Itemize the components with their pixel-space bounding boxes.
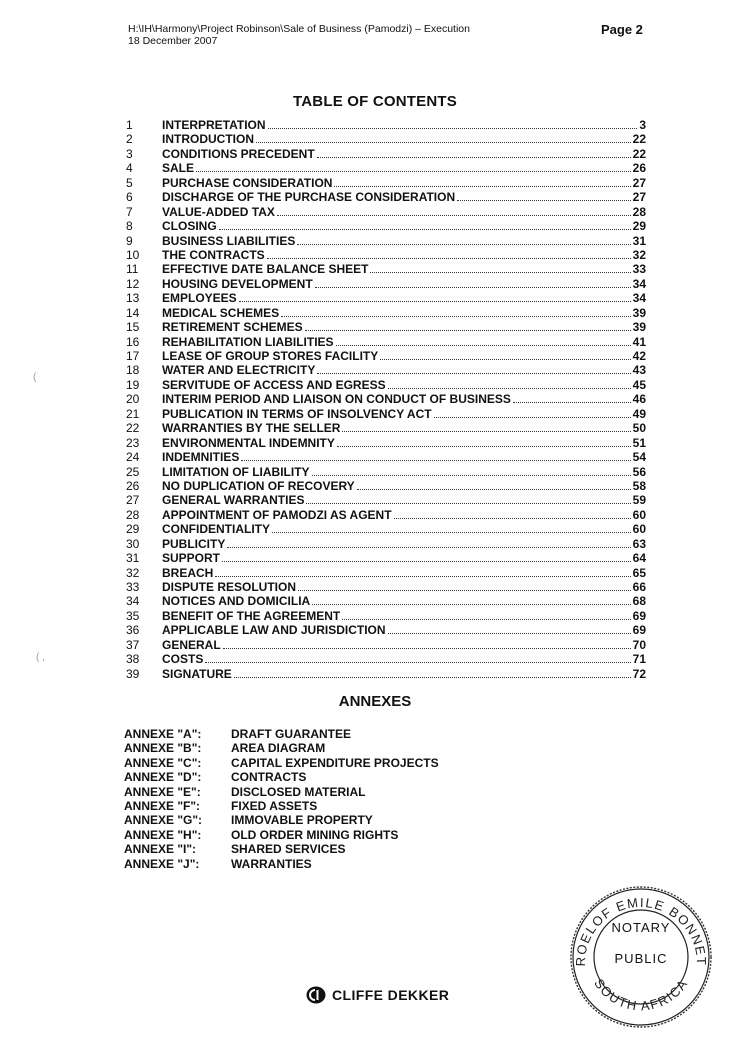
toc-entry-page: 71 bbox=[632, 652, 646, 667]
toc-entry-number: 3 bbox=[126, 146, 133, 161]
toc-entry-page: 51 bbox=[632, 435, 646, 450]
toc-entry-page: 27 bbox=[632, 175, 646, 190]
toc-leader-dots bbox=[215, 566, 630, 577]
toc-entry-line bbox=[162, 407, 646, 421]
toc-entry-label: VALUE-ADDED TAX bbox=[162, 204, 275, 219]
toc-entry-number: 28 bbox=[126, 507, 140, 522]
toc-entry-page: 58 bbox=[632, 478, 646, 493]
toc-entry-line bbox=[162, 652, 646, 666]
toc-leader-dots bbox=[513, 392, 631, 403]
toc-leader-dots bbox=[256, 132, 631, 143]
toc-leader-dots bbox=[394, 508, 631, 519]
stamp-ring-text: ROELOF EMILE BONNET bbox=[572, 894, 710, 967]
toc-entry bbox=[126, 609, 646, 623]
toc-entry bbox=[126, 652, 646, 666]
toc-entry-label: BUSINESS LIABILITIES bbox=[162, 233, 296, 248]
toc-entry bbox=[126, 667, 646, 681]
toc-entry-line bbox=[162, 623, 646, 637]
annex-title: OLD ORDER MINING RIGHTS bbox=[231, 827, 399, 842]
toc-entry-number: 27 bbox=[126, 493, 140, 508]
toc-entry-label: NO DUPLICATION OF RECOVERY bbox=[162, 478, 355, 493]
toc-entry-number: 25 bbox=[126, 464, 140, 479]
toc-entry-line bbox=[162, 335, 646, 349]
toc-entry-number: 17 bbox=[126, 349, 140, 363]
annex-key: ANNEXE "G": bbox=[124, 813, 203, 828]
toc-entry-label: RETIREMENT SCHEMES bbox=[162, 320, 303, 335]
toc-entry-page: 63 bbox=[632, 536, 646, 551]
toc-leader-dots bbox=[205, 652, 630, 663]
toc-entry-number: 14 bbox=[126, 305, 140, 320]
toc-entry-label: GENERAL WARRANTIES bbox=[162, 493, 305, 508]
toc-entry-number: 19 bbox=[126, 377, 140, 392]
annex-title: IMMOVABLE PROPERTY bbox=[231, 813, 373, 828]
annex-title: CAPITAL EXPENDITURE PROJECTS bbox=[231, 755, 439, 770]
toc-entry-page: 22 bbox=[632, 146, 646, 161]
toc-entry bbox=[126, 291, 646, 305]
toc-entry-label: EMPLOYEES bbox=[162, 291, 237, 306]
toc-entry-line bbox=[162, 306, 646, 320]
toc-entry-page: 33 bbox=[632, 262, 646, 277]
toc-entry-page: 54 bbox=[632, 450, 646, 465]
annex-key: ANNEXE "I": bbox=[124, 842, 197, 857]
toc-entry-number: 20 bbox=[126, 392, 140, 407]
toc-entry-label: SUPPORT bbox=[162, 551, 221, 566]
toc-entry-label: GENERAL bbox=[162, 637, 221, 652]
toc-entry-label: COSTS bbox=[162, 652, 204, 667]
file-path: H:\IH\Harmony\Project Robinson\Sale of Business (Pamodzi) – Execution bbox=[128, 23, 470, 35]
annex-item bbox=[124, 842, 524, 856]
toc-entry-number: 12 bbox=[126, 276, 140, 291]
toc-leader-dots bbox=[239, 291, 631, 302]
toc-entry-label: CONDITIONS PRECEDENT bbox=[162, 146, 315, 161]
toc-entry-number: 2 bbox=[126, 132, 133, 147]
annex-key: ANNEXE "B": bbox=[124, 741, 202, 756]
toc-leader-dots bbox=[227, 537, 630, 548]
toc-entry-page: 3 bbox=[639, 118, 646, 132]
toc-leader-dots bbox=[277, 205, 631, 216]
toc-entry-label: BREACH bbox=[162, 565, 214, 580]
toc-entry bbox=[126, 118, 646, 132]
annex-item bbox=[124, 756, 524, 770]
toc-entry bbox=[126, 277, 646, 291]
toc-leader-dots bbox=[267, 248, 631, 259]
toc-entry-label: DISCHARGE OF THE PURCHASE CONSIDERATION bbox=[162, 190, 456, 205]
scan-mark: ( bbox=[33, 372, 37, 383]
toc-entry bbox=[126, 205, 646, 219]
annex-item bbox=[124, 785, 524, 799]
toc-entry-number: 15 bbox=[126, 320, 140, 335]
toc-entry-number: 30 bbox=[126, 536, 140, 551]
toc-entry-label: NOTICES AND DOMICILIA bbox=[162, 594, 311, 609]
toc-entry-number: 8 bbox=[126, 219, 133, 234]
toc-entry-line bbox=[162, 609, 646, 623]
toc-entry bbox=[126, 147, 646, 161]
toc-entry-line bbox=[162, 450, 646, 464]
toc-entry bbox=[126, 638, 646, 652]
toc-entry bbox=[126, 306, 646, 320]
toc-entry-number: 22 bbox=[126, 421, 140, 436]
toc-entry bbox=[126, 219, 646, 233]
toc-leader-dots bbox=[317, 147, 631, 158]
toc-entry-number: 13 bbox=[126, 291, 140, 306]
toc-entry-line bbox=[162, 262, 646, 276]
toc-entry-page: 60 bbox=[632, 522, 646, 537]
annex-key: ANNEXE "D": bbox=[124, 770, 202, 785]
toc-entry-number: 1 bbox=[126, 118, 133, 132]
toc-entry-label: APPLICABLE LAW AND JURISDICTION bbox=[162, 623, 386, 638]
toc-leader-dots bbox=[306, 493, 630, 504]
toc-entry-page: 34 bbox=[632, 291, 646, 306]
toc-leader-dots bbox=[272, 522, 631, 533]
annex-key: ANNEXE "C": bbox=[124, 755, 202, 770]
toc-entry-line bbox=[162, 349, 646, 363]
toc-entry-page: 64 bbox=[632, 551, 646, 566]
toc-entry-line bbox=[162, 537, 646, 551]
toc-entry-line bbox=[162, 508, 646, 522]
toc-entry-line bbox=[162, 320, 646, 334]
toc-entry-line bbox=[162, 176, 646, 190]
toc-entry-page: 45 bbox=[632, 377, 646, 392]
toc-entry bbox=[126, 132, 646, 146]
toc-entry-page: 70 bbox=[632, 637, 646, 652]
toc-leader-dots bbox=[388, 623, 631, 634]
toc-entry bbox=[126, 190, 646, 204]
toc-entry bbox=[126, 176, 646, 190]
stamp-line-notary: NOTARY bbox=[611, 920, 671, 935]
toc-entry-page: 66 bbox=[632, 580, 646, 594]
toc-leader-dots bbox=[312, 594, 630, 605]
toc-entry-line bbox=[162, 378, 646, 392]
toc-entry-page: 22 bbox=[632, 132, 646, 147]
toc-entry-number: 11 bbox=[126, 262, 139, 277]
toc-entry bbox=[126, 465, 646, 479]
toc-entry bbox=[126, 392, 646, 406]
toc-entry-label: INTERIM PERIOD AND LIAISON ON CONDUCT OF BUSINESS bbox=[162, 392, 511, 407]
toc-entry-line bbox=[162, 566, 646, 580]
toc-entry-line bbox=[162, 493, 646, 507]
toc-title: TABLE OF CONTENTS bbox=[293, 93, 457, 110]
document-date: 18 December 2007 bbox=[128, 35, 218, 47]
toc-leader-dots bbox=[196, 161, 631, 172]
logo-text: CLIFFE DEKKER bbox=[332, 987, 450, 1003]
toc-entry-page: 49 bbox=[632, 406, 646, 421]
stamp-bottom-text: SOUTH AFRICA bbox=[591, 975, 691, 1014]
toc-entry bbox=[126, 580, 646, 594]
toc-entry-number: 32 bbox=[126, 565, 140, 580]
toc-entry-line bbox=[162, 234, 646, 248]
toc-entry bbox=[126, 161, 646, 175]
toc-entry-label: EFFECTIVE DATE BALANCE SHEET bbox=[162, 262, 369, 277]
page-number: Page 2 bbox=[601, 22, 643, 37]
toc-entry-label: ENVIRONMENTAL INDEMNITY bbox=[162, 435, 335, 450]
toc-entry-label: WARRANTIES BY THE SELLER bbox=[162, 421, 341, 436]
toc-entry-number: 5 bbox=[126, 175, 133, 190]
toc-leader-dots bbox=[223, 638, 631, 649]
toc-entry-label: THE CONTRACTS bbox=[162, 247, 265, 262]
toc-entry-line bbox=[162, 161, 646, 175]
table-of-contents bbox=[126, 118, 646, 681]
toc-entry-line bbox=[162, 132, 646, 146]
toc-entry-line bbox=[162, 147, 646, 161]
toc-leader-dots bbox=[337, 436, 631, 447]
toc-leader-dots bbox=[317, 363, 630, 374]
toc-entry-label: SALE bbox=[162, 161, 195, 176]
toc-entry-page: 56 bbox=[632, 464, 646, 479]
toc-entry-number: 33 bbox=[126, 580, 140, 594]
annex-item bbox=[124, 799, 524, 813]
toc-entry-page: 72 bbox=[632, 666, 646, 681]
toc-entry-page: 41 bbox=[632, 334, 646, 349]
toc-entry-line bbox=[162, 277, 646, 291]
toc-entry bbox=[126, 522, 646, 536]
annex-title: FIXED ASSETS bbox=[231, 798, 318, 813]
toc-entry-line bbox=[162, 219, 646, 233]
toc-entry bbox=[126, 234, 646, 248]
toc-entry-page: 46 bbox=[632, 392, 646, 407]
toc-entry-number: 4 bbox=[126, 161, 133, 176]
toc-entry-page: 65 bbox=[632, 565, 646, 580]
toc-leader-dots bbox=[380, 349, 630, 360]
toc-entry-number: 36 bbox=[126, 623, 140, 638]
toc-entry-label: CONFIDENTIALITY bbox=[162, 522, 270, 537]
toc-entry-label: INTERPRETATION bbox=[162, 118, 266, 132]
toc-entry-page: 29 bbox=[632, 219, 646, 234]
toc-entry bbox=[126, 551, 646, 565]
toc-leader-dots bbox=[370, 262, 630, 273]
toc-entry-number: 37 bbox=[126, 637, 140, 652]
annex-title: AREA DIAGRAM bbox=[231, 741, 326, 756]
toc-leader-dots bbox=[342, 609, 630, 620]
scan-mark: ( , bbox=[36, 652, 45, 663]
toc-entry-number: 18 bbox=[126, 363, 140, 378]
toc-entry bbox=[126, 623, 646, 637]
toc-entry-line bbox=[162, 465, 646, 479]
toc-leader-dots bbox=[334, 176, 630, 187]
toc-leader-dots bbox=[312, 465, 631, 476]
toc-entry-label: SIGNATURE bbox=[162, 666, 232, 681]
annex-key: ANNEXE "E": bbox=[124, 784, 201, 799]
toc-entry-line bbox=[162, 594, 646, 608]
toc-entry-label: INTRODUCTION bbox=[162, 132, 254, 147]
document-header bbox=[128, 23, 470, 47]
toc-leader-dots bbox=[241, 450, 630, 461]
toc-entry-page: 42 bbox=[632, 349, 646, 363]
toc-entry-number: 26 bbox=[126, 478, 140, 493]
cliffe-dekker-logo bbox=[306, 985, 449, 1005]
annex-key: ANNEXE "J": bbox=[124, 856, 200, 871]
toc-entry-line bbox=[162, 436, 646, 450]
toc-entry-line bbox=[162, 205, 646, 219]
annex-title: CONTRACTS bbox=[231, 770, 307, 785]
toc-entry-number: 10 bbox=[126, 247, 140, 262]
toc-entry-line bbox=[162, 118, 646, 132]
annex-title: DISCLOSED MATERIAL bbox=[231, 784, 366, 799]
toc-entry-line bbox=[162, 667, 646, 681]
toc-leader-dots bbox=[388, 378, 631, 389]
annexes-title: ANNEXES bbox=[338, 693, 412, 710]
toc-entry-page: 39 bbox=[632, 320, 646, 335]
toc-entry-page: 43 bbox=[632, 363, 646, 378]
toc-entry bbox=[126, 479, 646, 493]
toc-entry-number: 23 bbox=[126, 435, 140, 450]
toc-entry-number: 31 bbox=[126, 551, 140, 566]
annex-title: WARRANTIES bbox=[231, 856, 312, 871]
toc-entry-page: 31 bbox=[632, 233, 646, 248]
svg-text:SOUTH AFRICA bbox=[591, 976, 691, 1014]
toc-leader-dots bbox=[305, 320, 631, 331]
toc-leader-dots bbox=[297, 234, 630, 245]
toc-entry bbox=[126, 537, 646, 551]
toc-entry-label: BENEFIT OF THE AGREEMENT bbox=[162, 608, 341, 623]
toc-entry bbox=[126, 450, 646, 464]
toc-entry-number: 6 bbox=[126, 190, 133, 205]
toc-entry-label: CLOSING bbox=[162, 219, 217, 234]
toc-entry bbox=[126, 436, 646, 450]
toc-entry-line bbox=[162, 638, 646, 652]
toc-entry-line bbox=[162, 392, 646, 406]
toc-entry-number: 16 bbox=[126, 334, 140, 349]
toc-leader-dots bbox=[298, 580, 631, 591]
toc-entry-page: 26 bbox=[632, 161, 646, 176]
toc-leader-dots bbox=[342, 421, 630, 432]
toc-entry-number: 29 bbox=[126, 522, 140, 537]
toc-leader-dots bbox=[315, 277, 631, 288]
toc-entry-line bbox=[162, 479, 646, 493]
toc-entry-label: PURCHASE CONSIDERATION bbox=[162, 175, 333, 190]
toc-entry bbox=[126, 378, 646, 392]
toc-entry-number: 24 bbox=[126, 450, 140, 465]
toc-entry-number: 34 bbox=[126, 594, 140, 609]
toc-entry-page: 50 bbox=[632, 421, 646, 436]
toc-entry-number: 9 bbox=[126, 233, 133, 248]
annex-key: ANNEXE "A": bbox=[124, 727, 202, 741]
toc-leader-dots bbox=[434, 407, 631, 418]
toc-entry-page: 27 bbox=[632, 190, 646, 205]
toc-entry-page: 39 bbox=[632, 305, 646, 320]
toc-entry-line bbox=[162, 248, 646, 262]
toc-entry-label: MEDICAL SCHEMES bbox=[162, 305, 280, 320]
toc-entry bbox=[126, 248, 646, 262]
toc-entry-number: 7 bbox=[126, 204, 133, 219]
toc-entry-line bbox=[162, 551, 646, 565]
toc-entry-label: REHABILITATION LIABILITIES bbox=[162, 334, 334, 349]
toc-leader-dots bbox=[336, 335, 631, 346]
toc-entry bbox=[126, 566, 646, 580]
toc-entry bbox=[126, 493, 646, 507]
toc-entry bbox=[126, 320, 646, 334]
annex-key: ANNEXE "H": bbox=[124, 827, 202, 842]
toc-entry-number: 38 bbox=[126, 652, 140, 667]
toc-entry-page: 34 bbox=[632, 276, 646, 291]
annex-item bbox=[124, 813, 524, 827]
toc-leader-dots bbox=[457, 190, 631, 201]
toc-entry-line bbox=[162, 421, 646, 435]
toc-entry-label: PUBLICITY bbox=[162, 536, 226, 551]
toc-entry-page: 68 bbox=[632, 594, 646, 609]
toc-entry-page: 69 bbox=[632, 608, 646, 623]
toc-leader-dots bbox=[219, 219, 631, 230]
annex-key: ANNEXE "F": bbox=[124, 798, 201, 813]
annex-title: SHARED SERVICES bbox=[231, 842, 346, 857]
toc-entry-page: 59 bbox=[632, 493, 646, 508]
annex-title: DRAFT GUARANTEE bbox=[231, 727, 351, 741]
annex-item bbox=[124, 727, 524, 741]
toc-entry-label: LEASE OF GROUP STORES FACILITY bbox=[162, 349, 379, 363]
toc-entry-label: INDEMNITIES bbox=[162, 450, 240, 465]
toc-entry bbox=[126, 335, 646, 349]
toc-entry-line bbox=[162, 363, 646, 377]
toc-entry-number: 21 bbox=[126, 406, 140, 421]
toc-entry-label: WATER AND ELECTRICITY bbox=[162, 363, 316, 378]
toc-entry-label: DISPUTE RESOLUTION bbox=[162, 580, 297, 594]
toc-leader-dots bbox=[281, 306, 631, 317]
annex-item bbox=[124, 741, 524, 755]
toc-entry-page: 60 bbox=[632, 507, 646, 522]
toc-entry-line bbox=[162, 522, 646, 536]
annex-item bbox=[124, 770, 524, 784]
toc-entry-line bbox=[162, 291, 646, 305]
annex-item bbox=[124, 828, 524, 842]
toc-entry-page: 28 bbox=[632, 204, 646, 219]
stamp-line-public: PUBLIC bbox=[614, 951, 668, 966]
annex-item bbox=[124, 857, 524, 871]
toc-entry-label: SERVITUDE OF ACCESS AND EGRESS bbox=[162, 377, 386, 392]
notary-stamp bbox=[567, 883, 715, 1031]
toc-entry-label: HOUSING DEVELOPMENT bbox=[162, 276, 313, 291]
toc-entry-label: LIMITATION OF LIABILITY bbox=[162, 464, 310, 479]
toc-entry-line bbox=[162, 190, 646, 204]
toc-entry-page: 69 bbox=[632, 623, 646, 638]
toc-entry-line bbox=[162, 580, 646, 594]
toc-entry bbox=[126, 421, 646, 435]
toc-entry bbox=[126, 349, 646, 363]
cliffe-dekker-logo-icon bbox=[306, 985, 326, 1005]
toc-entry bbox=[126, 508, 646, 522]
annexes-list bbox=[124, 727, 524, 871]
toc-leader-dots bbox=[357, 479, 631, 490]
toc-entry bbox=[126, 594, 646, 608]
toc-entry-page: 32 bbox=[632, 247, 646, 262]
toc-entry-label: APPOINTMENT OF PAMODZI AS AGENT bbox=[162, 507, 392, 522]
toc-entry bbox=[126, 262, 646, 276]
toc-entry-number: 39 bbox=[126, 666, 140, 681]
toc-leader-dots bbox=[234, 667, 631, 678]
toc-entry bbox=[126, 407, 646, 421]
toc-entry-number: 35 bbox=[126, 608, 140, 623]
toc-leader-dots bbox=[268, 118, 638, 129]
toc-entry-label: PUBLICATION IN TERMS OF INSOLVENCY ACT bbox=[162, 406, 432, 421]
toc-entry bbox=[126, 363, 646, 377]
toc-leader-dots bbox=[222, 551, 631, 562]
